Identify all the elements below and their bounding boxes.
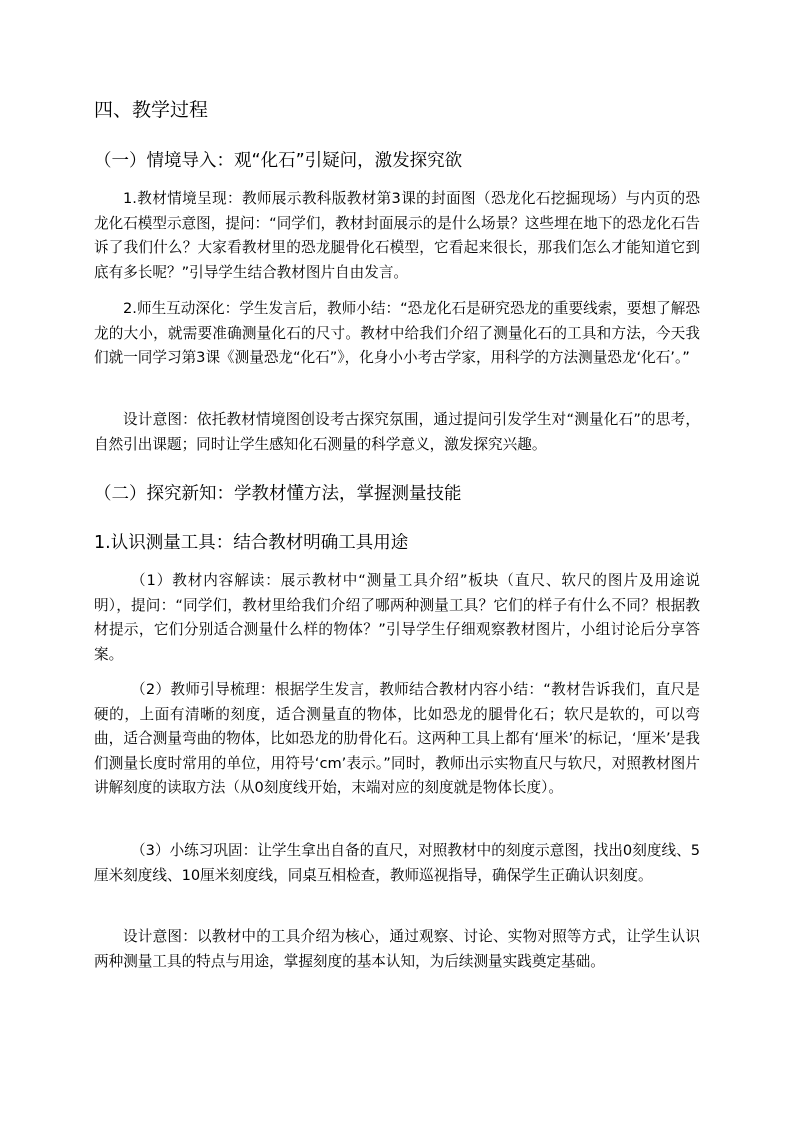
part1-paragraph-2: 2.师生互动深化：学生发言后，教师小结：“恐龙化石是研究恐龙的重要线索，要想了解恐龙的大小，就需要准确测量化石的尺寸。教材中给我们介绍了测量化石的工具和方法，今天我们就一同学习第3课《测量恐龙“化石”》，化身小小考古学家，用科学的方法测量恐龙‘化石’。” (94, 300, 700, 366)
part2-sub1-heading: 1.认识测量工具：结合教材明确工具用途 (94, 533, 409, 553)
part2-heading: （二）探究新知：学教材懂方法，掌握测量技能 (94, 484, 462, 504)
part2-sub1-paragraph-1: （1）教材内容解读：展示教材中“测量工具介绍”板块（直尺、软尺的图片及用途说明），提问：“同学们，教材里给我们介绍了哪两种测量工具？它们的样子有什么不同？根据教材提示，它们分别适合测量什么样的物体？”引导学生仔细观察教材图片，小组讨论后分享答案。 (94, 572, 700, 663)
part2-sub1-design-intent: 设计意图：以教材中的工具介绍为核心，通过观察、讨论、实物对照等方式，让学生认识两种测量工具的特点与用途，掌握刻度的基本认知，为后续测量实践奠定基础。 (94, 928, 700, 970)
part1-paragraph-1: 1.教材情境呈现：教师展示教科版教材第3课的封面图（恐龙化石挖掘现场）与内页的恐龙化石模型示意图，提问：“同学们，教材封面展示的是什么场景？这些埋在地下的恐龙化石告诉了我们什么？大家看教材里的恐龙腿骨化石模型，它看起来很长，那我们怎么才能知道它到底有多长呢？”引导学生结合教材图片自由发言。 (94, 190, 700, 281)
part1-design-intent: 设计意图：依托教材情境图创设考古探究氛围，通过提问引发学生对“测量化石”的思考，自然引出课题；同时让学生感知化石测量的科学意义，激发探究兴趣。 (94, 411, 700, 453)
part1-heading: （一）情境导入：观“化石”引疑问，激发探究欲 (94, 151, 463, 171)
part2-sub1-paragraph-3: （3）小练习巩固：让学生拿出自备的直尺，对照教材中的刻度示意图，找出0刻度线、5厘米刻度线、10厘米刻度线，同桌互相检查，教师巡视指导，确保学生正确认识刻度。 (94, 842, 700, 884)
part2-sub1-paragraph-2: （2）教师引导梳理：根据学生发言，教师结合教材内容小结：“教材告诉我们，直尺是硬的，上面有清晰的刻度，适合测量直的物体，比如恐龙的腿骨化石；软尺是软的，可以弯曲，适合测量弯曲的物体，比如恐龙的肋骨化石。这两种工具上都有‘厘米’的标记，‘厘米’是我们测量长度时常用的单位，用符号‘cm’表示。”同时，教师出示实物直尺与软尺，对照教材图片讲解刻度的读取方法（从0刻度线开始，末端对应的刻度就是物体长度）。 (94, 681, 700, 796)
section-title: 四、教学过程 (94, 99, 209, 121)
